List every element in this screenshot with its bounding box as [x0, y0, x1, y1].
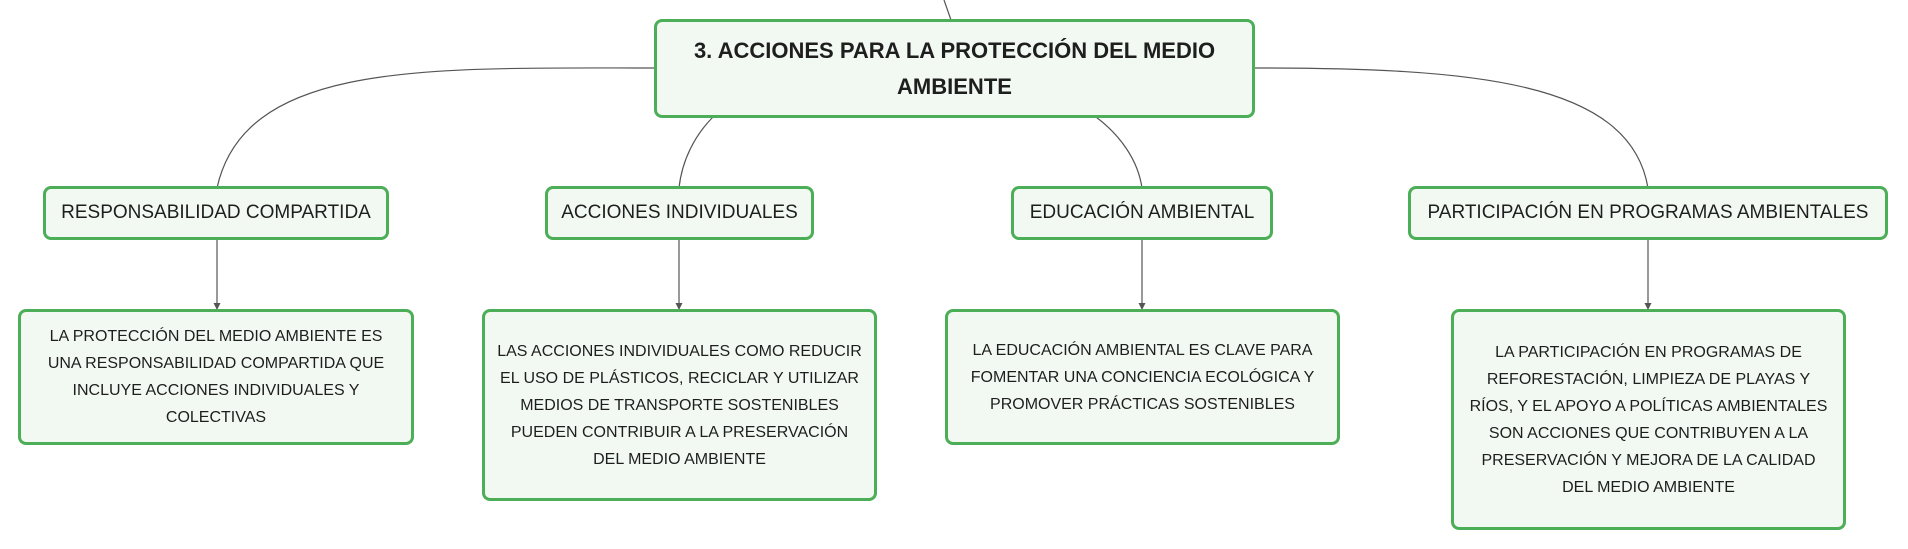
- root-node-title: 3. ACCIONES PARA LA PROTECCIÓN DEL MEDIO AMBIENTE: [693, 37, 1216, 99]
- topic-label: ACCIONES INDIVIDUALES: [561, 202, 798, 223]
- connector-root-to-topic-2: [679, 117, 713, 188]
- topic-educacion-ambiental[interactable]: [1011, 186, 1273, 240]
- topic-responsabilidad-compartida[interactable]: [43, 186, 389, 240]
- connector-root-to-topic-3: [1096, 117, 1142, 188]
- detail-educacion-ambiental[interactable]: [945, 309, 1340, 445]
- detail-text: LA EDUCACIÓN AMBIENTAL ES CLAVE PARA FOMENTAR UNA CONCIENCIA ECOLÓGICA Y PROMOVER PRÁCTICAS SOSTENIBLES: [970, 341, 1315, 413]
- detail-text: LA PROTECCIÓN DEL MEDIO AMBIENTE ES UNA RESPONSABILIDAD COMPARTIDA QUE INCLUYE ACCIONES INDIVIDUALES Y COLECTIVAS: [47, 328, 385, 426]
- detail-text: LAS ACCIONES INDIVIDUALES COMO REDUCIR EL USO DE PLÁSTICOS, RECICLAR Y UTILIZAR MEDIOS DE TRANSPORTE SOSTENIBLES PUEDEN CONTRIBUIR A LA PRESERVACIÓN DEL MEDIO AMBIENTE: [497, 342, 862, 468]
- detail-responsabilidad-compartida[interactable]: [18, 309, 414, 445]
- root-node[interactable]: [654, 19, 1255, 118]
- topic-label: PARTICIPACIÓN EN PROGRAMAS AMBIENTALES: [1427, 202, 1869, 223]
- detail-acciones-individuales[interactable]: [482, 309, 877, 501]
- connector-parent-to-root: [944, 0, 951, 20]
- topic-participacion-programas[interactable]: [1408, 186, 1888, 240]
- connector-root-to-topic-1: [217, 68, 655, 188]
- topic-acciones-individuales[interactable]: [545, 186, 814, 240]
- topic-label: EDUCACIÓN AMBIENTAL: [1029, 202, 1255, 223]
- topic-label: RESPONSABILIDAD COMPARTIDA: [61, 202, 371, 223]
- detail-text: LA PARTICIPACIÓN EN PROGRAMAS DE REFORESTACIÓN, LIMPIEZA DE PLAYAS Y RÍOS, Y EL APOYO A POLÍTICAS AMBIENTALES SON ACCIONES QUE CONTRIBUYEN A LA PRESERVACIÓN Y MEJORA DE LA CALIDAD DEL MEDIO AMBIENTE: [1469, 343, 1828, 496]
- connector-root-to-topic-4: [1254, 68, 1648, 188]
- detail-participacion-programas[interactable]: [1451, 309, 1846, 530]
